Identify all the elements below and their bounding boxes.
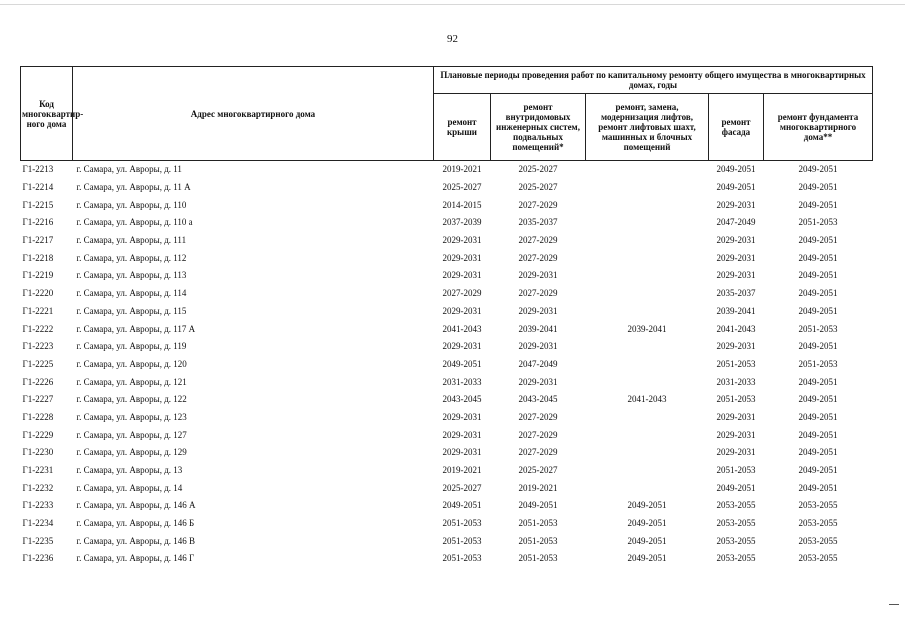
cell-elevators <box>586 196 709 214</box>
cell-address: г. Самара, ул. Авроры, д. 120 <box>76 358 187 369</box>
cell-code: Г1-2234 <box>22 518 54 529</box>
cell-systems: 2027-2029 <box>518 199 558 210</box>
cell-roof: 2041-2043 <box>442 323 482 334</box>
header-engineering-systems: ремонт внутридомовых инженерных систем, подвальных помещений* <box>491 94 586 161</box>
cell-address: г. Самара, ул. Авроры, д. 127 <box>76 429 187 440</box>
cell-foundation: 2049-2051 <box>798 199 838 210</box>
header-roof-repair: ремонт крыши <box>434 94 491 161</box>
cell-foundation: 2049-2051 <box>798 182 838 193</box>
table-row <box>21 426 873 444</box>
table-row <box>21 550 873 568</box>
cell-foundation: 2049-2051 <box>798 429 838 440</box>
table-row <box>21 444 873 462</box>
cell-foundation: 2049-2051 <box>798 164 838 175</box>
cell-facade: 2029-2031 <box>716 199 756 210</box>
table-row <box>21 373 873 391</box>
cell-roof: 2029-2031 <box>442 447 482 458</box>
cell-foundation: 2051-2053 <box>798 358 838 369</box>
cell-elevators <box>586 444 709 462</box>
cell-foundation: 2053-2055 <box>798 518 838 529</box>
cell-facade: 2053-2055 <box>716 518 756 529</box>
cell-address: г. Самара, ул. Авроры, д. 123 <box>76 411 187 422</box>
cell-systems: 2027-2029 <box>518 252 558 263</box>
cell-address: г. Самара, ул. Авроры, д. 13 <box>76 465 183 476</box>
cell-facade: 2053-2055 <box>716 500 756 511</box>
cell-foundation: 2049-2051 <box>798 465 838 476</box>
table-row <box>21 320 873 338</box>
table-row <box>21 249 873 267</box>
cell-code: Г1-2225 <box>22 358 54 369</box>
cell-elevators <box>586 249 709 267</box>
cell-address: г. Самара, ул. Авроры, д. 110 <box>76 199 187 210</box>
cell-code: Г1-2219 <box>22 270 54 281</box>
cell-address: г. Самара, ул. Авроры, д. 115 <box>76 305 187 316</box>
cell-address: г. Самара, ул. Авроры, д. 113 <box>76 270 187 281</box>
table-row <box>21 515 873 533</box>
cell-address: г. Самара, ул. Авроры, д. 121 <box>76 376 187 387</box>
header-foundation-repair: ремонт фундамента многоквартирного дома** <box>764 94 873 161</box>
header-elevators: ремонт, замена, модернизация лифтов, ремонт лифтовых шахт, машинных и блочных помещений <box>586 94 709 161</box>
cell-roof: 2029-2031 <box>442 429 482 440</box>
cell-roof: 2029-2031 <box>442 252 482 263</box>
cell-elevators <box>586 285 709 303</box>
table-row <box>21 338 873 356</box>
cell-facade: 2031-2033 <box>716 376 756 387</box>
cell-facade: 2051-2053 <box>716 358 756 369</box>
cell-code: Г1-2227 <box>22 394 54 405</box>
cell-roof: 2043-2045 <box>442 394 482 405</box>
cell-roof: 2027-2029 <box>442 288 482 299</box>
cell-facade: 2039-2041 <box>716 305 756 316</box>
cell-address: г. Самара, ул. Авроры, д. 119 <box>76 341 187 352</box>
cell-roof: 2051-2053 <box>442 518 482 529</box>
cell-code: Г1-2218 <box>22 252 54 263</box>
cell-address: г. Самара, ул. Авроры, д. 146 В <box>76 535 196 546</box>
cell-foundation: 2049-2051 <box>798 376 838 387</box>
cell-systems: 2051-2053 <box>518 535 558 546</box>
cell-systems: 2043-2045 <box>518 394 558 405</box>
cell-code: Г1-2213 <box>22 164 54 175</box>
cell-facade: 2029-2031 <box>716 235 756 246</box>
cell-roof: 2029-2031 <box>442 411 482 422</box>
table-row <box>21 303 873 321</box>
cell-address: г. Самара, ул. Авроры, д. 146 Б <box>76 518 195 529</box>
cell-facade: 2035-2037 <box>716 288 756 299</box>
table-row <box>21 409 873 427</box>
cell-code: Г1-2232 <box>22 482 54 493</box>
cell-address: г. Самара, ул. Авроры, д. 114 <box>76 288 187 299</box>
cell-facade: 2053-2055 <box>716 553 756 564</box>
cell-elevators <box>586 373 709 391</box>
cell-elevators <box>586 179 709 197</box>
table-row <box>21 267 873 285</box>
cell-roof: 2049-2051 <box>442 358 482 369</box>
cell-facade: 2047-2049 <box>716 217 756 228</box>
cell-roof: 2019-2021 <box>442 465 482 476</box>
cell-code: Г1-2220 <box>22 288 54 299</box>
cell-elevators: 2049-2051 <box>627 535 667 546</box>
cell-foundation: 2053-2055 <box>798 553 838 564</box>
cell-roof: 2029-2031 <box>442 341 482 352</box>
table-row <box>21 391 873 409</box>
cell-code: Г1-2235 <box>22 535 54 546</box>
cell-systems: 2051-2053 <box>518 553 558 564</box>
cell-foundation: 2051-2053 <box>798 217 838 228</box>
cell-systems: 2027-2029 <box>518 235 558 246</box>
cell-elevators: 2049-2051 <box>627 500 667 511</box>
cell-facade: 2049-2051 <box>716 164 756 175</box>
cell-foundation: 2049-2051 <box>798 235 838 246</box>
cell-code: Г1-2233 <box>22 500 54 511</box>
cell-roof: 2051-2053 <box>442 535 482 546</box>
table-row <box>21 214 873 232</box>
cell-roof: 2029-2031 <box>442 235 482 246</box>
cell-foundation: 2049-2051 <box>798 252 838 263</box>
cell-facade: 2051-2053 <box>716 465 756 476</box>
cell-systems: 2029-2031 <box>518 270 558 281</box>
cell-roof: 2019-2021 <box>442 164 482 175</box>
cell-address: г. Самара, ул. Авроры, д. 11 А <box>76 182 191 193</box>
cell-elevators: 2041-2043 <box>627 394 667 405</box>
table-row <box>21 161 873 179</box>
cell-roof: 2031-2033 <box>442 376 482 387</box>
cell-facade: 2029-2031 <box>716 341 756 352</box>
cell-foundation: 2049-2051 <box>798 305 838 316</box>
cell-foundation: 2049-2051 <box>798 270 838 281</box>
cell-elevators <box>586 479 709 497</box>
cell-systems: 2025-2027 <box>518 465 558 476</box>
cell-facade: 2029-2031 <box>716 270 756 281</box>
cell-code: Г1-2222 <box>22 323 54 334</box>
cell-address: г. Самара, ул. Авроры, д. 146 А <box>76 500 196 511</box>
cell-facade: 2029-2031 <box>716 252 756 263</box>
cell-systems: 2027-2029 <box>518 429 558 440</box>
scan-edge-line <box>0 4 905 5</box>
cell-address: г. Самара, ул. Авроры, д. 112 <box>76 252 187 263</box>
cell-elevators <box>586 426 709 444</box>
cell-code: Г1-2221 <box>22 305 54 316</box>
cell-code: Г1-2216 <box>22 217 54 228</box>
cell-systems: 2025-2027 <box>518 182 558 193</box>
table-row <box>21 196 873 214</box>
cell-elevators <box>586 161 709 179</box>
cell-code: Г1-2215 <box>22 199 54 210</box>
cell-systems: 2047-2049 <box>518 358 558 369</box>
header-code: Код многоквартир-ного дома <box>21 67 73 161</box>
cell-systems: 2049-2051 <box>518 500 558 511</box>
header-work-periods: Плановые периоды проведения работ по капитальному ремонту общего имущества в многоквартирных домах, годы <box>434 67 873 94</box>
cell-systems: 2025-2027 <box>518 164 558 175</box>
cell-foundation: 2049-2051 <box>798 411 838 422</box>
cell-foundation: 2049-2051 <box>798 341 838 352</box>
cell-code: Г1-2226 <box>22 376 54 387</box>
cell-address: г. Самара, ул. Авроры, д. 122 <box>76 394 187 405</box>
cell-systems: 2027-2029 <box>518 288 558 299</box>
cell-foundation: 2049-2051 <box>798 447 838 458</box>
table-row <box>21 356 873 374</box>
cell-address: г. Самара, ул. Авроры, д. 11 <box>76 164 182 175</box>
table-row <box>21 232 873 250</box>
cell-systems: 2035-2037 <box>518 217 558 228</box>
cell-roof: 2014-2015 <box>442 199 482 210</box>
cell-code: Г1-2217 <box>22 235 54 246</box>
cell-code: Г1-2214 <box>22 182 54 193</box>
cell-address: г. Самара, ул. Авроры, д. 111 <box>76 235 187 246</box>
table-row <box>21 462 873 480</box>
cell-systems: 2029-2031 <box>518 341 558 352</box>
cell-code: Г1-2223 <box>22 341 54 352</box>
cell-elevators: 2049-2051 <box>627 553 667 564</box>
cell-roof: 2029-2031 <box>442 270 482 281</box>
table-row <box>21 179 873 197</box>
cell-foundation: 2049-2051 <box>798 288 838 299</box>
cell-elevators <box>586 267 709 285</box>
cell-foundation: 2049-2051 <box>798 482 838 493</box>
table-header <box>21 67 873 161</box>
cell-facade: 2051-2053 <box>716 394 756 405</box>
cell-code: Г1-2228 <box>22 411 54 422</box>
table-row <box>21 285 873 303</box>
cell-foundation: 2051-2053 <box>798 323 838 334</box>
cell-elevators <box>586 356 709 374</box>
table-row <box>21 532 873 550</box>
capital-repair-schedule-table <box>20 66 873 568</box>
cell-systems: 2039-2041 <box>518 323 558 334</box>
cell-elevators <box>586 338 709 356</box>
cell-address: г. Самара, ул. Авроры, д. 14 <box>76 482 183 493</box>
cell-address: г. Самара, ул. Авроры, д. 146 Г <box>76 553 195 564</box>
cell-address: г. Самара, ул. Авроры, д. 129 <box>76 447 187 458</box>
cell-facade: 2029-2031 <box>716 411 756 422</box>
table-row <box>21 479 873 497</box>
cell-elevators <box>586 409 709 427</box>
cell-elevators: 2049-2051 <box>627 518 667 529</box>
cell-facade: 2049-2051 <box>716 482 756 493</box>
cell-systems: 2019-2021 <box>518 482 558 493</box>
cell-elevators: 2039-2041 <box>627 323 667 334</box>
cell-code: Г1-2236 <box>22 553 54 564</box>
cell-facade: 2049-2051 <box>716 182 756 193</box>
cell-elevators <box>586 462 709 480</box>
cell-facade: 2029-2031 <box>716 447 756 458</box>
cell-code: Г1-2230 <box>22 447 54 458</box>
cell-elevators <box>586 214 709 232</box>
cell-roof: 2025-2027 <box>442 482 482 493</box>
cell-foundation: 2053-2055 <box>798 535 838 546</box>
cell-systems: 2027-2029 <box>518 411 558 422</box>
page-number: 92 <box>447 33 458 45</box>
table-body <box>21 161 873 568</box>
cell-roof: 2049-2051 <box>442 500 482 511</box>
cell-roof: 2029-2031 <box>442 305 482 316</box>
cell-facade: 2053-2055 <box>716 535 756 546</box>
header-address: Адрес многоквартирного дома <box>73 67 434 161</box>
cell-systems: 2051-2053 <box>518 518 558 529</box>
cell-facade: 2041-2043 <box>716 323 756 334</box>
table-row <box>21 497 873 515</box>
cell-code: Г1-2231 <box>22 465 54 476</box>
header-facade-repair: ремонт фасада <box>709 94 764 161</box>
cell-elevators <box>586 303 709 321</box>
scan-edge-mark <box>889 604 899 605</box>
cell-systems: 2029-2031 <box>518 376 558 387</box>
cell-systems: 2029-2031 <box>518 305 558 316</box>
cell-roof: 2037-2039 <box>442 217 482 228</box>
cell-address: г. Самара, ул. Авроры, д. 110 а <box>76 217 193 228</box>
cell-foundation: 2053-2055 <box>798 500 838 511</box>
cell-facade: 2029-2031 <box>716 429 756 440</box>
cell-foundation: 2049-2051 <box>798 394 838 405</box>
cell-roof: 2025-2027 <box>442 182 482 193</box>
cell-code: Г1-2229 <box>22 429 54 440</box>
cell-address: г. Самара, ул. Авроры, д. 117 А <box>76 323 196 334</box>
cell-roof: 2051-2053 <box>442 553 482 564</box>
cell-elevators <box>586 232 709 250</box>
cell-systems: 2027-2029 <box>518 447 558 458</box>
